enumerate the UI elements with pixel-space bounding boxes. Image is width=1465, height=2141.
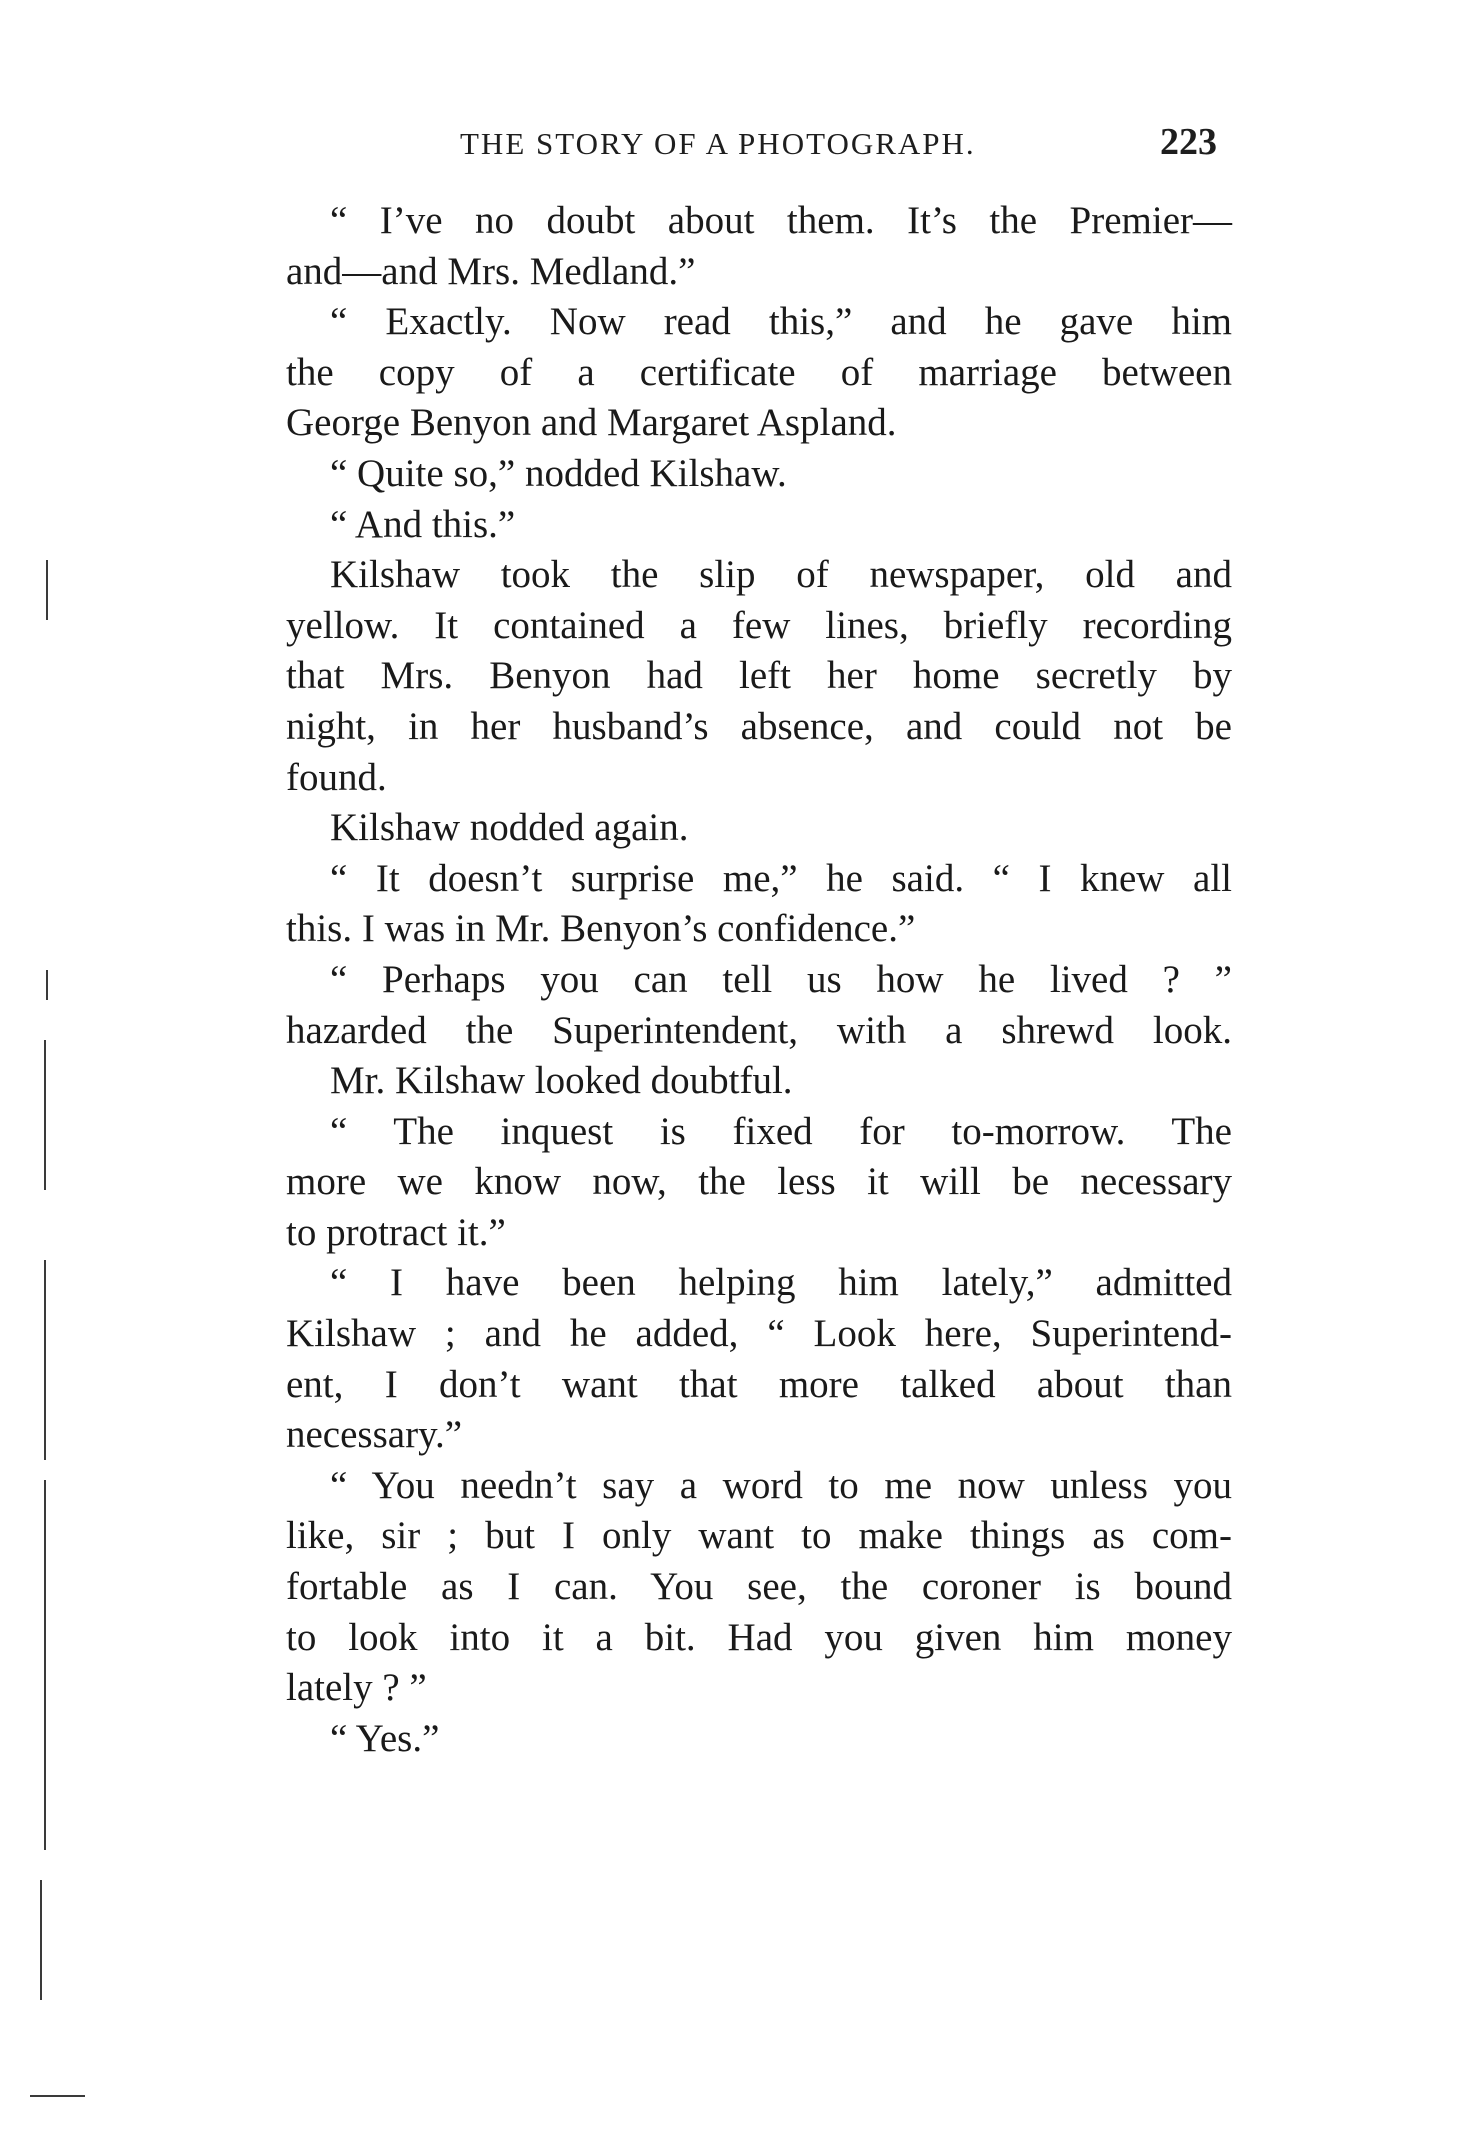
scan-artifact — [44, 1260, 46, 1460]
text-line: George Benyon and Margaret Aspland. — [286, 401, 897, 445]
text-line: Kilshaw took the slip of newspaper, old and — [330, 553, 1232, 597]
text-line: this. I was in Mr. Benyon’s confidence.” — [286, 907, 916, 951]
scan-artifact — [46, 970, 48, 1000]
text-line: that Mrs. Benyon had left her home secretly by — [286, 654, 1232, 698]
text-line: “ And this.” — [330, 502, 516, 546]
text-line: lately ? ” — [286, 1666, 427, 1710]
text-line: to look into it a bit. Had you given him money — [286, 1615, 1232, 1659]
text-line: “ Quite so,” nodded Kilshaw. — [330, 451, 787, 495]
text-line: found. — [286, 755, 387, 799]
text-line: “ You needn’t say a word to me now unless you — [330, 1463, 1232, 1507]
text-line: like, sir ; but I only want to make things as com- — [286, 1514, 1232, 1558]
text-line: “ Perhaps you can tell us how he lived ? ” — [330, 957, 1232, 1001]
text-line: yellow. It contained a few lines, briefly recording — [286, 603, 1232, 647]
text-line: ent, I don’t want that more talked about than — [286, 1362, 1232, 1406]
text-line: “ It doesn’t surprise me,” he said. “ I knew all — [330, 856, 1232, 900]
text-line: Mr. Kilshaw looked doubtful. — [330, 1059, 793, 1103]
scan-artifact — [44, 1040, 46, 1190]
body-text — [286, 196, 1232, 1764]
text-line: to protract it.” — [286, 1210, 506, 1254]
scan-artifact — [46, 560, 48, 620]
text-line: more we know now, the less it will be necessary — [286, 1160, 1232, 1204]
text-line: fortable as I can. You see, the coroner is bound — [286, 1565, 1232, 1609]
page-number: 223 — [1160, 121, 1217, 163]
text-line: night, in her husband’s absence, and could not be — [286, 704, 1232, 748]
text-line: hazarded the Superintendent, with a shrewd look. — [286, 1008, 1232, 1052]
text-line: “ I have been helping him lately,” admitted — [330, 1261, 1232, 1305]
scan-artifact — [40, 1880, 42, 2000]
text-line: “ Yes.” — [330, 1716, 440, 1760]
scan-artifact — [44, 1480, 46, 1850]
text-line: “ I’ve no doubt about them. It’s the Premier— — [330, 199, 1232, 242]
text-line: necessary.” — [286, 1413, 463, 1457]
text-line: “ Exactly. Now read this,” and he gave him — [330, 300, 1232, 344]
text-line: the copy of a certificate of marriage between — [286, 350, 1232, 394]
text-line: and—and Mrs. Medland.” — [286, 249, 696, 293]
scan-artifact — [30, 2095, 85, 2097]
running-title: THE STORY OF A PHOTOGRAPH. — [460, 126, 976, 161]
text-line: Kilshaw nodded again. — [330, 806, 689, 850]
text-line: Kilshaw ; and he added, “ Look here, Superintend- — [286, 1312, 1232, 1356]
text-line: “ The inquest is fixed for to-morrow. The — [330, 1109, 1232, 1153]
